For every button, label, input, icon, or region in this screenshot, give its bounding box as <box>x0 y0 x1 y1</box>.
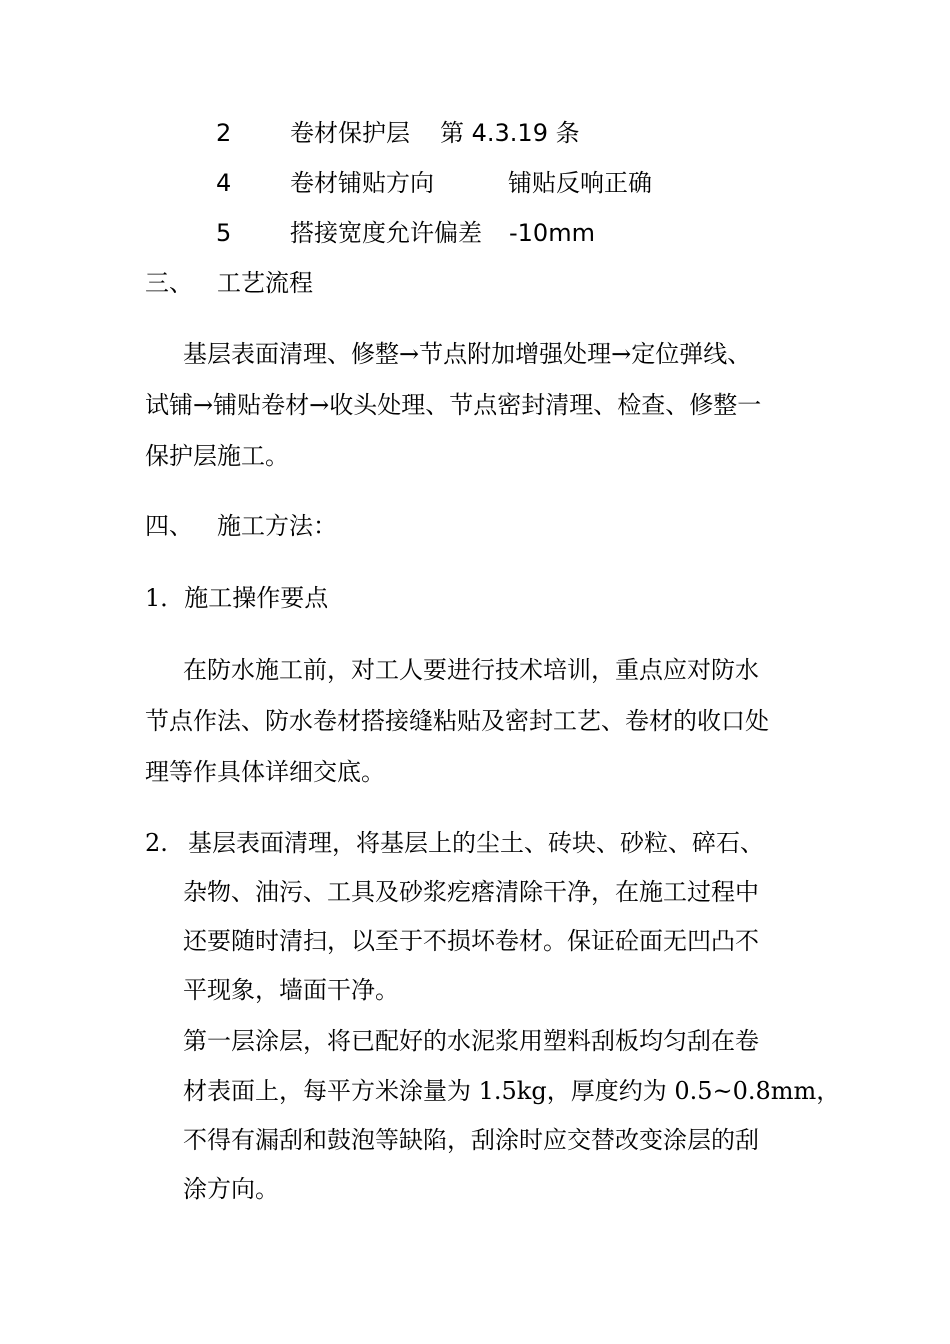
paragraph-line: 在防水施工前，对工人要进行技术培训，重点应对防水 <box>183 656 759 684</box>
row-item: 卷材保护层 <box>290 119 410 147</box>
row-number: 2 <box>216 119 232 147</box>
row-value: -10mm <box>509 219 595 247</box>
list-number: 2. <box>145 829 168 857</box>
paragraph-line: 基层表面清理、修整→节点附加增强处理→定位弹线、 <box>183 340 752 368</box>
section-number: 三、 <box>145 269 193 297</box>
list-line: 第一层涂层，将已配好的水泥浆用塑料刮板均匀刮在卷 <box>183 1027 759 1055</box>
section-title: 施工方法： <box>217 512 337 540</box>
paragraph-line: 试铺→铺贴卷材→收头处理、节点密封清理、检查、修整一 <box>145 391 762 419</box>
paragraph-line: 保护层施工。 <box>145 442 289 470</box>
list-line: 材表面上，每平方米涂量为 1.5kg，厚度约为 0.5~0.8mm， <box>183 1077 841 1105</box>
paragraph-line: 理等作具体详细交底。 <box>145 758 385 786</box>
list-line: 不得有漏刮和鼓泡等缺陷，刮涂时应交替改变涂层的刮 <box>183 1126 759 1154</box>
list-line: 基层表面清理，将基层上的尘土、砖块、砂粒、碎石、 <box>188 829 764 857</box>
row-value: 第 4.3.19 条 <box>440 119 580 147</box>
row-number: 5 <box>216 219 232 247</box>
list-line: 杂物、油污、工具及砂浆疙瘩清除干净，在施工过程中 <box>183 878 759 906</box>
list-line: 涂方向。 <box>183 1175 279 1203</box>
row-item: 搭接宽度允许偏差 <box>290 219 482 247</box>
section-number: 四、 <box>145 512 193 540</box>
section-title: 工艺流程 <box>217 269 313 297</box>
subsection-heading: 1．施工操作要点 <box>145 584 329 612</box>
row-number: 4 <box>216 169 232 197</box>
row-item: 卷材铺贴方向 <box>290 169 434 197</box>
list-line: 平现象，墙面干净。 <box>183 976 399 1004</box>
row-value: 铺贴反响正确 <box>508 169 652 197</box>
list-line: 还要随时清扫，以至于不损坏卷材。保证砼面无凹凸不 <box>183 927 759 955</box>
paragraph-line: 节点作法、防水卷材搭接缝粘贴及密封工艺、卷材的收口处 <box>145 707 769 735</box>
